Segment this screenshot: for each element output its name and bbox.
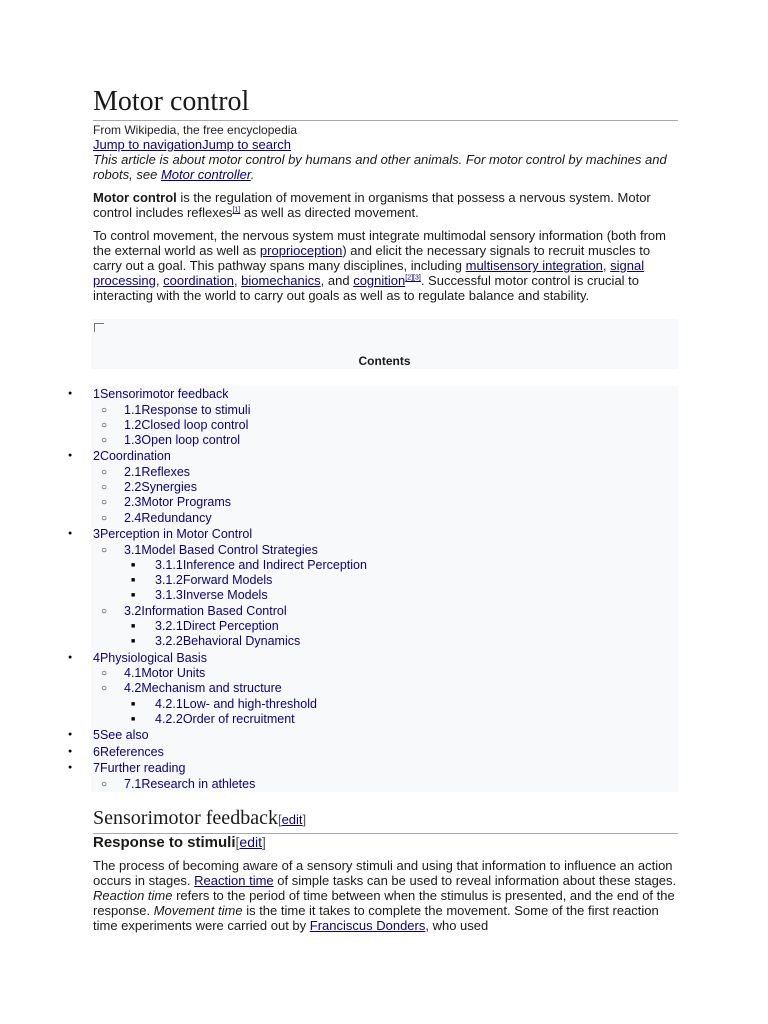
toc-text: Low- and high-threshold (182, 696, 317, 711)
bold-term: Motor control (93, 190, 177, 205)
tagline: From Wikipedia, the free encyclopedia (93, 123, 298, 137)
toc-text: See also (99, 728, 149, 743)
section-edit (278, 812, 306, 827)
intro-paragraph-1 (93, 190, 678, 220)
p2-sep: , (155, 273, 164, 288)
toc-item[interactable] (91, 681, 678, 696)
bullet-icon: ○ (101, 544, 108, 556)
toc-number: 3.2 (124, 603, 142, 618)
response-paragraph (93, 858, 678, 933)
toc-item[interactable] (91, 619, 678, 634)
text: of simple tasks can be used to reveal information about these stages. (273, 873, 677, 888)
p2-text-a: To control movement, the nervous system must integrate multimodal sensory information (both from the external world as well as (93, 228, 666, 258)
toc-number: 3.2.2 (155, 634, 183, 649)
toc-list (68, 386, 678, 792)
toc-text: Physiological Basis (99, 650, 207, 665)
reference-2-3-link[interactable]: [2][3] (405, 274, 421, 282)
toc-number: 3.1.2 (155, 573, 183, 588)
edit-link[interactable]: edit (281, 812, 303, 827)
edit-bracket: ] (262, 834, 266, 850)
toc-text: References (99, 744, 164, 759)
toc-number: 2.2 (124, 480, 142, 495)
toc-number: 3.1.1 (155, 557, 183, 572)
emphasis: Reaction time (93, 888, 173, 903)
text: The process of becoming aware of a sensory stimuli and using that information to influence an action occurs in stages. (93, 858, 673, 888)
toc-text: Research in athletes (141, 776, 256, 791)
bullet-icon: ■ (131, 700, 136, 708)
bullet-icon: ● (68, 747, 73, 755)
bullet-icon: ■ (131, 623, 136, 631)
toc-number: 1.3 (124, 433, 142, 448)
bullet-icon: ● (68, 390, 73, 397)
toc-number: 4.1 (124, 666, 142, 681)
toc-number: 2.4 (124, 510, 142, 525)
page-title: Motor control (93, 84, 678, 121)
bullet-icon: ■ (131, 561, 136, 569)
toc-item[interactable] (91, 558, 678, 573)
toc-number: 1.2 (124, 417, 142, 432)
toc-toggle-checkbox-icon[interactable] (94, 323, 104, 332)
multisensory-integration-link[interactable]: multisensory integration (465, 258, 603, 273)
p2-sep: , (233, 273, 242, 288)
biomechanics-link[interactable]: biomechanics (241, 273, 321, 288)
signal-processing-link[interactable]: signal processing (93, 258, 645, 288)
toc-text: Coordination (99, 449, 171, 464)
toc-item[interactable] (91, 697, 678, 712)
bullet-icon: ○ (101, 668, 108, 680)
edit-link[interactable]: edit (239, 834, 262, 850)
toc-title: Contents (358, 354, 411, 368)
toc-number: 1 (93, 387, 100, 401)
toc-item[interactable] (91, 634, 678, 649)
toc-number: 3 (93, 527, 100, 542)
section-title: Sensorimotor feedback (93, 807, 278, 829)
toc-item[interactable] (68, 727, 678, 744)
bullet-icon: ■ (131, 638, 136, 646)
intro-paragraph-2 (93, 228, 678, 303)
reference-1-link[interactable]: [1] (232, 206, 241, 214)
cognition-link[interactable]: cognition (353, 273, 406, 288)
toc-item[interactable] (91, 588, 678, 603)
toc-number: 6 (93, 744, 100, 759)
toc-text: Sensorimotor feedback (99, 387, 229, 401)
toc-number: 2.3 (124, 495, 142, 510)
p2-text-b: ) and elicit the necessary signals to recruit muscles to carry out a goal. This pathway spans many disciplines, including (93, 243, 651, 273)
hatnote (93, 152, 678, 182)
toc-number: 2.1 (124, 464, 142, 479)
toc-text: Information Based Control (141, 603, 287, 618)
toc-text: Response to stimuli (141, 402, 251, 417)
toc-number: 3.1 (124, 542, 142, 557)
bullet-icon: ● (68, 530, 73, 538)
toc-text: Perception in Motor Control (99, 527, 253, 542)
bullet-icon: ○ (101, 419, 108, 431)
toc-number: 5 (93, 728, 100, 743)
toc-item[interactable] (68, 448, 678, 465)
subsection-title: Response to stimuli (93, 834, 236, 851)
subsection-edit (236, 834, 266, 850)
edit-bracket: [ (277, 812, 282, 827)
toc-item[interactable] (91, 543, 678, 558)
jump-links (93, 137, 678, 152)
toc-item[interactable] (91, 465, 678, 480)
toc-item[interactable] (91, 777, 678, 792)
article-header (93, 84, 678, 303)
text: , who used (425, 918, 489, 933)
toc-text: Behavioral Dynamics (182, 634, 301, 649)
toc-text: Order of recruitment (182, 712, 295, 727)
toc-item[interactable] (91, 604, 678, 619)
toc-text: Synergies (141, 480, 197, 495)
coordination-link[interactable]: coordination (163, 273, 234, 288)
bullet-icon: ■ (131, 577, 136, 585)
toc-item[interactable] (91, 418, 678, 433)
bullet-icon: ○ (101, 605, 108, 617)
toc-text: Motor Programs (141, 495, 231, 510)
edit-bracket: [ (235, 834, 240, 850)
bullet-icon: ● (68, 731, 73, 739)
bullet-icon: ○ (101, 778, 108, 790)
toc-text: Open loop control (141, 433, 241, 448)
edit-bracket: ] (302, 812, 307, 827)
motor-controller-link[interactable]: Motor controller (160, 167, 251, 182)
bullet-icon: ○ (101, 482, 108, 494)
bullet-icon: ■ (131, 716, 136, 724)
toc-number: 3.2.1 (155, 619, 183, 634)
bullet-icon: ● (68, 764, 73, 772)
toc-number: 4 (93, 650, 100, 665)
toc-text: Motor Units (141, 666, 206, 681)
toc-text: Further reading (99, 761, 186, 776)
toc-item[interactable] (68, 386, 678, 403)
hatnote-end: . (250, 167, 255, 182)
toc-number: 4.2.1 (155, 696, 183, 711)
section-heading-sensorimotor-feedback (93, 806, 678, 834)
bullet-icon: ○ (101, 497, 108, 509)
toc-text: Forward Models (182, 573, 273, 588)
toc-item[interactable] (91, 480, 678, 495)
toc-number: 7.1 (124, 776, 142, 791)
toc-item[interactable] (91, 666, 678, 681)
toc-item[interactable] (68, 760, 678, 777)
toc-text: Inverse Models (182, 588, 268, 603)
toc-number: 4.2 (124, 681, 142, 696)
franciscus-donders-link[interactable]: Franciscus Donders (309, 918, 426, 933)
bullet-icon: ○ (101, 683, 108, 695)
emphasis: Movement time (153, 903, 243, 918)
toc-number: 7 (93, 761, 100, 776)
bullet-icon: ● (68, 452, 73, 460)
toc-text: Direct Perception (182, 619, 279, 634)
p2-sep: , (602, 258, 611, 273)
toc-item[interactable] (68, 744, 678, 761)
p2-sep: , and (320, 273, 354, 288)
toc-item[interactable] (91, 573, 678, 588)
reaction-time-link[interactable]: Reaction time (194, 873, 274, 888)
p1-text: is the regulation of movement in organisms that possess a nervous system. Motor control includes reflexes (93, 190, 651, 220)
toc-text: Closed loop control (141, 417, 249, 432)
text: is the time it takes to complete the movement. Some of the first reaction time experiments were carried out by (93, 903, 659, 933)
toc-item[interactable] (68, 650, 678, 667)
toc-text: Model Based Control Strategies (141, 542, 318, 557)
toc-item[interactable] (91, 511, 678, 526)
toc-item[interactable] (68, 526, 678, 543)
bullet-icon: ● (68, 653, 73, 661)
text: refers to the period of time between when the stimulus is presented, and the end of the response. (93, 888, 675, 918)
subsection-heading-response-to-stimuli (93, 833, 266, 852)
toc-item[interactable] (91, 403, 678, 418)
bullet-icon: ○ (101, 435, 108, 447)
p2-text-g: . Successful motor control is crucial to interacting with the world to carry out goals as well as to regulate balance and stability. (93, 273, 640, 303)
jump-to-navigation-link[interactable]: Jump to navigation (93, 137, 203, 152)
proprioception-link[interactable]: proprioception (259, 243, 343, 258)
toc-text: Inference and Indirect Perception (182, 557, 367, 572)
toc-text: Mechanism and structure (141, 681, 282, 696)
bullet-icon: ○ (101, 404, 108, 416)
toc-text: Reflexes (141, 464, 191, 479)
toc-number: 1.1 (124, 402, 142, 417)
toc-item[interactable] (91, 433, 678, 448)
toc-item[interactable] (91, 712, 678, 727)
toc-item[interactable] (91, 495, 678, 510)
toc-text: Redundancy (141, 510, 212, 525)
toc-number: 2 (93, 449, 100, 464)
jump-to-search-link[interactable]: Jump to search (202, 137, 291, 152)
p1-end: as well as directed movement. (240, 205, 419, 220)
bullet-icon: ○ (101, 466, 108, 478)
bullet-icon: ■ (131, 592, 136, 600)
hatnote-text: This article is about motor control by humans and other animals. For motor control by machines and robots, see (93, 152, 667, 182)
toc-number: 3.1.3 (155, 588, 183, 603)
toc-number: 4.2.2 (155, 712, 183, 727)
bullet-icon: ○ (101, 512, 108, 524)
